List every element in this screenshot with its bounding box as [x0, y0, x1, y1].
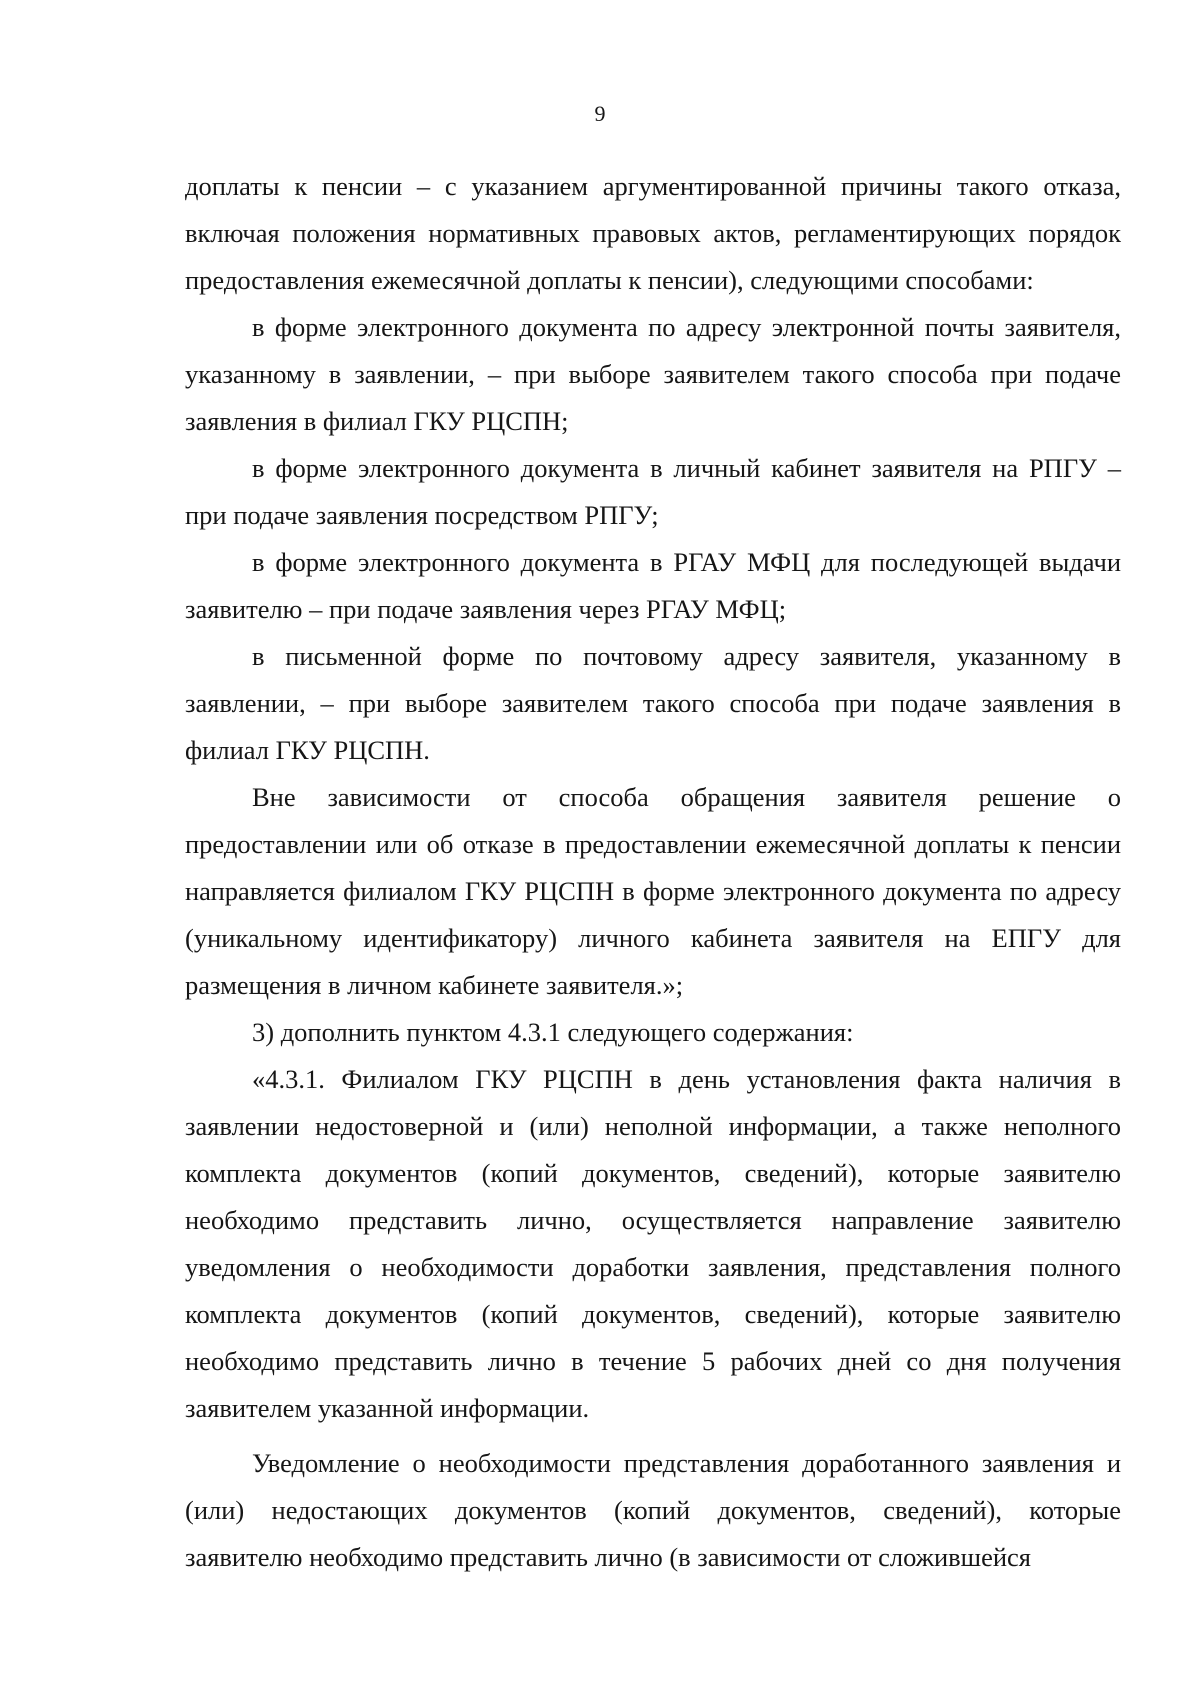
paragraph-clause-4-3-1: «4.3.1. Филиалом ГКУ РЦСПН в день установления факта наличия в заявлении недостоверной и (или) неполной информации, а также неполного комплекта документов (копий документов, сведений), которые заявителю необходимо представить лично, осуществляется направление заявителю уведомления о необходимости доработки заявления, представления полного комплекта документов (копий документов, сведений), которые заявителю необходимо представить лично в течение 5 рабочих дней со дня получения заявителем указанной информации. [185, 1064, 1121, 1423]
paragraph-email-method: в форме электронного документа по адресу электронной почты заявителя, указанному в заявлении, – при выборе заявителем такого способа при подаче заявления в филиал ГКУ РЦСПН; [185, 312, 1121, 436]
paragraph-notification: Уведомление о необходимости представления доработанного заявления и (или) недостающих документов (копий документов, сведений), которые заявителю необходимо представить лично (в зависимости от сложившейся [185, 1448, 1121, 1572]
paragraph-rpgu-method: в форме электронного документа в личный кабинет заявителя на РПГУ – при подаче заявления посредством РПГУ; [185, 453, 1121, 530]
paragraph-postal-method: в письменной форме по почтовому адресу заявителя, указанному в заявлении, – при выборе заявителем такого способа при подаче заявления в филиал ГКУ РЦСПН. [185, 641, 1121, 765]
page-number: 9 [594, 101, 606, 126]
paragraph-epgu-decision: Вне зависимости от способа обращения заявителя решение о предоставлении или об отказе в предоставлении ежемесячной доплаты к пенсии направляется филиалом ГКУ РЦСПН в форме электронного документа по адресу (уникальному идентификатору) личного кабинета заявителя на ЕПГУ для размещения в личном кабинете заявителя.»; [185, 782, 1121, 1000]
paragraph-amendment-item-3: 3) дополнить пунктом 4.3.1 следующего содержания: [252, 1017, 854, 1047]
paragraph-continuation: доплаты к пенсии – с указанием аргументированной причины такого отказа, включая положения нормативных правовых актов, регламентирующих порядок предоставления ежемесячной доплаты к пенсии), следующими способами: [185, 171, 1121, 295]
paragraph-mfc-method: в форме электронного документа в РГАУ МФЦ для последующей выдачи заявителю – при подаче заявления через РГАУ МФЦ; [185, 547, 1121, 624]
document-body [185, 163, 1121, 1581]
